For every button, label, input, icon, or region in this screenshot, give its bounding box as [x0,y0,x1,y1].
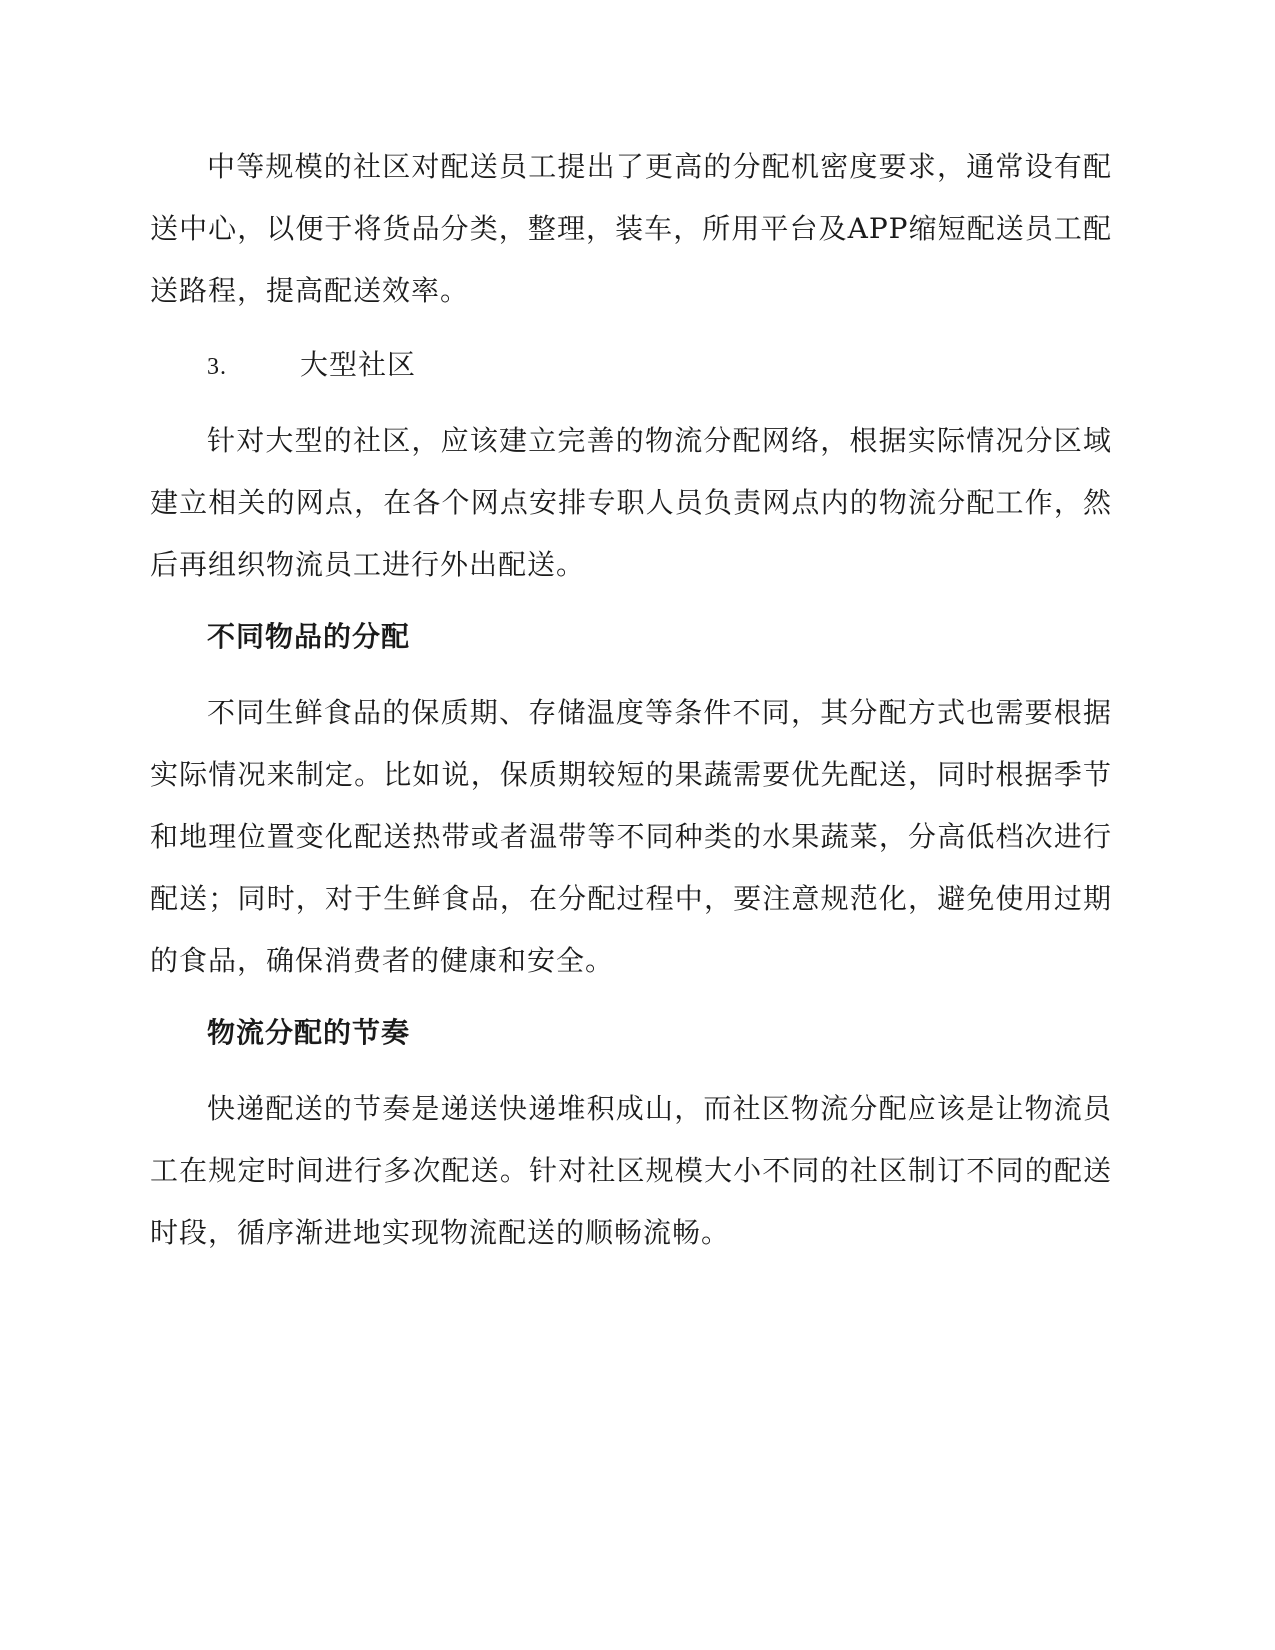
paragraph-medium-community: 中等规模的社区对配送员工提出了更高的分配机密度要求，通常设有配送中心，以便于将货品分类，整理，装车，所用平台及APP缩短配送员工配送路程，提高配送效率。 [150,150,1112,307]
paragraph-goods-allocation: 不同生鲜食品的保质期、存储温度等条件不同，其分配方式也需要根据实际情况来制定。比如说，保质期较短的果蔬需要优先配送，同时根据季节和地理位置变化配送热带或者温带等不同种类的水果蔬菜，分高低档次进行配送；同时，对于生鲜食品，在分配过程中，要注意规范化，避免使用过期的食品，确保消费者的健康和安全。 [150,696,1112,977]
section-heading-goods-allocation: 不同物品的分配 [207,620,411,653]
section-heading-logistics-rhythm: 物流分配的节奏 [207,1016,411,1049]
paragraph-large-community: 针对大型的社区，应该建立完善的物流分配网络，根据实际情况分区域建立相关的网点，在各个网点安排专职人员负责网点内的物流分配工作，然后再组织物流员工进行外出配送。 [150,424,1112,581]
list-item-text: 大型社区 [300,348,417,381]
paragraph-logistics-rhythm: 快递配送的节奏是递送快递堆积成山，而社区物流分配应该是让物流员工在规定时间进行多次配送。针对社区规模大小不同的社区制订不同的配送时段，循序渐进地实现物流配送的顺畅流畅。 [150,1092,1112,1249]
list-number: 3. [207,354,227,380]
list-item-large-community [207,334,416,398]
